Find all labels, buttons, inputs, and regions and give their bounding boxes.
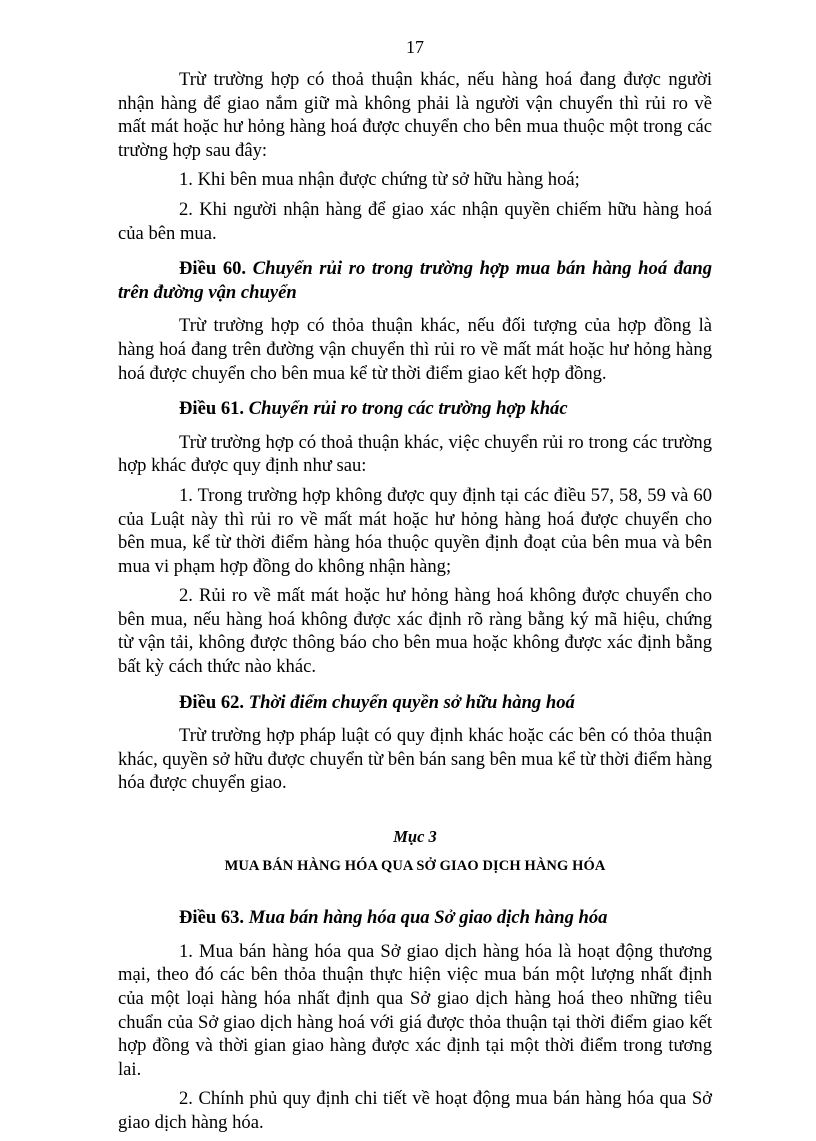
- article-number: Điều 61.: [179, 398, 245, 420]
- article-title: Mua bán hàng hóa qua Sở giao dịch hàng hóa: [248, 907, 608, 929]
- list-item: 1. Khi bên mua nhận được chứng từ sở hữu hàng hoá;: [179, 169, 580, 191]
- list-item: 1. Trong trường hợp không được quy định tại các điều 57, 58, 59 và 60 của Luật này thì rủi ro về mất mát hoặc hư hỏng hàng hoá được chuyển cho bên mua, kể từ thời điểm hàng hóa thuộc quyền định đoạt của bên mua và bên mua vi phạm hợp đồng do không nhận hàng;: [118, 484, 712, 577]
- article-title: Chuyển rủi ro trong các trường hợp khác: [248, 398, 568, 420]
- article-number: Điều 62.: [179, 691, 245, 713]
- section-subtitle: MUA BÁN HÀNG HÓA QUA SỞ GIAO DỊCH HÀNG HÓA: [224, 857, 606, 874]
- paragraph: Trừ trường hợp có thỏa thuận khác, nếu đối tượng của hợp đồng là hàng hoá đang trên đường vận chuyển thì rủi ro về mất mát hoặc hư hỏng hàng hoá được chuyển cho bên mua kể từ thời điểm giao kết hợp đồng.: [118, 315, 712, 384]
- paragraph: Trừ trường hợp pháp luật có quy định khác hoặc các bên có thỏa thuận khác, quyền sở hữu được chuyển từ bên bán sang bên mua kể từ thời điểm hàng hóa được chuyển giao.: [118, 725, 712, 794]
- list-item: 2. Chính phủ quy định chi tiết về hoạt động mua bán hàng hóa qua Sở giao dịch hàng hóa.: [118, 1088, 712, 1133]
- list-item: 2. Khi người nhận hàng để giao xác nhận quyền chiếm hữu hàng hoá của bên mua.: [118, 198, 712, 244]
- paragraph: Trừ trường hợp có thoả thuận khác, việc chuyển rủi ro trong các trường hợp khác được quy định như sau:: [118, 431, 712, 477]
- article-number: Điều 63.: [179, 907, 245, 929]
- article-title: Chuyển rủi ro trong trường hợp mua bán hàng hoá đang trên đường vận chuyển: [118, 258, 712, 303]
- page-number: 17: [406, 37, 424, 57]
- article-heading-60: [118, 257, 712, 304]
- list-item: 2. Rủi ro về mất mát hoặc hư hỏng hàng hoá không được chuyển cho bên mua, nếu hàng hoá không được xác định rõ ràng bằng ký mã hiệu, chứng từ vận tải, không được thông báo cho bên mua hoặc không được xác định bằng bất kỳ cách thức nào khác.: [118, 585, 712, 678]
- list-item: 1. Mua bán hàng hóa qua Sở giao dịch hàng hóa là hoạt động thương mại, theo đó các bên thỏa thuận thực hiện việc mua bán một lượng nhất định của một loại hàng hóa nhất định qua Sở giao dịch hàng hoá theo những tiêu chuẩn của Sở giao dịch hàng hoá với giá được thỏa thuận tại thời điểm giao kết hợp đồng và thời gian giao hàng được xác định tại một thời điểm trong tương lai.: [118, 940, 712, 1080]
- article-heading-62: [118, 691, 712, 715]
- section-title: Mục 3: [393, 827, 437, 847]
- article-heading-61: [118, 397, 712, 421]
- article-heading-63: [118, 906, 712, 930]
- document-body: [118, 68, 712, 1141]
- paragraph: Trừ trường hợp có thoả thuận khác, nếu hàng hoá đang được người nhận hàng để giao nắm giữ mà không phải là người vận chuyển thì rủi ro về mất mát hoặc hư hỏng hàng hoá được chuyển cho bên mua thuộc một trong các trường hợp sau đây:: [118, 69, 712, 161]
- article-title: Thời điểm chuyển quyền sở hữu hàng hoá: [248, 691, 575, 713]
- article-number: Điều 60.: [179, 258, 247, 280]
